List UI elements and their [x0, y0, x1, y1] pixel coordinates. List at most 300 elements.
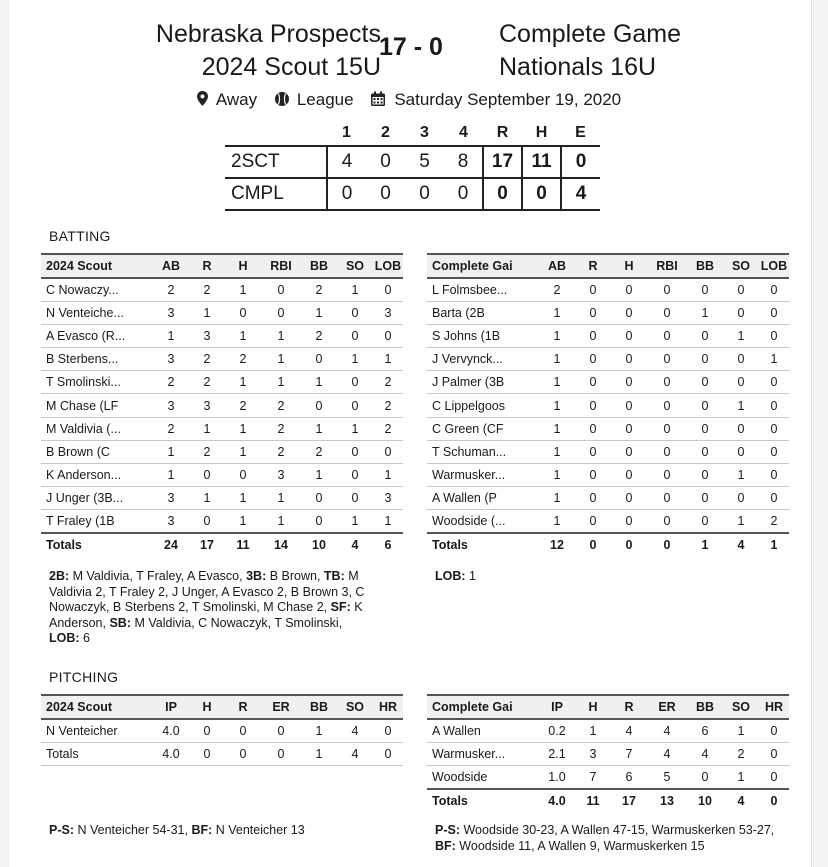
stat-cell: 3 — [261, 464, 301, 487]
stat-cell: 3 — [373, 301, 403, 324]
stat-cell: 1.0 — [539, 765, 575, 788]
column-header: R — [611, 695, 647, 719]
totals-cell: 1 — [687, 533, 723, 556]
stat-cell: 2 — [189, 278, 225, 301]
stat-cell: 0 — [611, 301, 647, 324]
stat-cell: 1 — [539, 440, 575, 463]
lob-label: LOB: — [435, 569, 466, 583]
stat-cell: 1 — [539, 510, 575, 533]
totals-label: Totals — [427, 789, 539, 812]
totals-label: Totals — [41, 533, 153, 556]
stat-cell: 7 — [611, 742, 647, 765]
stat-cell: 0 — [687, 324, 723, 347]
stat-cell: 0 — [687, 487, 723, 510]
totals-row — [427, 533, 789, 556]
totals-cell: 24 — [153, 533, 189, 556]
batters-faced-text: Woodside 11, A Wallen 9, Warmuskerken 15 — [455, 838, 705, 853]
stat-cell: 0 — [723, 301, 759, 324]
stat-cell: 0 — [575, 440, 611, 463]
doubles-label: 2B: — [49, 569, 70, 583]
stat-cell: 0 — [687, 765, 723, 788]
stat-cell: 1 — [723, 394, 759, 417]
player-name: J Unger (3B... — [41, 487, 153, 510]
stat-cell: 1 — [539, 417, 575, 440]
player-name: T Smolinski... — [41, 371, 153, 394]
totals-cell: 14 — [261, 533, 301, 556]
stat-cell: 0 — [759, 719, 789, 742]
stat-cell: 0 — [225, 301, 261, 324]
stat-cell: 1 — [301, 301, 337, 324]
stat-cell: 1 — [723, 324, 759, 347]
stat-cell: 0 — [575, 394, 611, 417]
box-score-page — [8, 0, 812, 867]
player-name: Warmusker... — [427, 464, 539, 487]
stat-cell: 0 — [647, 278, 687, 301]
player-name: K Anderson... — [41, 464, 153, 487]
stat-header-row — [427, 695, 789, 719]
stat-cell: 2 — [301, 440, 337, 463]
batters-faced-label: BF: — [191, 823, 213, 837]
stat-cell: 1 — [539, 394, 575, 417]
stat-cell: 0 — [647, 510, 687, 533]
stat-cell: 3 — [189, 324, 225, 347]
column-header: SO — [337, 254, 373, 278]
totals-cell: 4 — [723, 533, 759, 556]
stat-cell: 2 — [153, 278, 189, 301]
stat-cell: 0 — [647, 301, 687, 324]
stat-cell: 0 — [337, 440, 373, 463]
stat-header-row — [41, 695, 403, 719]
stat-cell: 2 — [225, 394, 261, 417]
table-row — [41, 301, 403, 324]
stat-cell: 0 — [611, 417, 647, 440]
stat-cell: 0 — [575, 278, 611, 301]
table-row — [427, 742, 789, 765]
column-header: ER — [261, 695, 301, 719]
stat-cell: 0 — [301, 487, 337, 510]
stat-cell: 1 — [261, 487, 301, 510]
totals-cell: 12 — [539, 533, 575, 556]
column-header: LOB — [373, 254, 403, 278]
column-header: BB — [301, 695, 337, 719]
stat-cell: 0 — [647, 440, 687, 463]
column-header: R — [225, 695, 261, 719]
table-row — [427, 394, 789, 417]
linescore-inning: 0 — [366, 178, 405, 210]
stat-cell: 0 — [647, 371, 687, 394]
table-row — [427, 278, 789, 301]
away-pitching-table — [427, 694, 789, 812]
date-info — [370, 90, 625, 109]
stat-cell: 0 — [611, 278, 647, 301]
stat-cell: 0 — [759, 464, 789, 487]
stat-cell: 0 — [687, 510, 723, 533]
column-header: Complete Gai — [427, 695, 539, 719]
stat-cell: 2 — [373, 394, 403, 417]
stat-cell: 1 — [337, 417, 373, 440]
inning-4-header: 4 — [459, 123, 468, 141]
column-header: AB — [539, 254, 575, 278]
stat-cell: 1 — [225, 510, 261, 533]
lob-label: LOB: — [49, 631, 80, 645]
stat-cell: 0 — [575, 417, 611, 440]
stat-cell: 0 — [647, 324, 687, 347]
stat-cell: 0 — [373, 742, 403, 765]
stat-cell: 1 — [539, 487, 575, 510]
stat-cell: 0 — [225, 719, 261, 742]
totals-row — [427, 789, 789, 812]
stat-cell: 0 — [373, 719, 403, 742]
stat-cell: 3 — [153, 301, 189, 324]
linescore-runs: 0 — [483, 178, 522, 210]
stat-cell: 0 — [687, 371, 723, 394]
stat-cell: 0 — [647, 464, 687, 487]
stat-cell: 1 — [539, 301, 575, 324]
stat-cell: 0 — [575, 371, 611, 394]
column-header: R — [189, 254, 225, 278]
stat-cell: 1 — [225, 371, 261, 394]
stat-cell: 0 — [723, 348, 759, 371]
totals-cell: 4.0 — [539, 789, 575, 812]
stat-cell: 1 — [301, 371, 337, 394]
player-name: Woodside (... — [427, 510, 539, 533]
linescore-team: 2SCT — [225, 146, 327, 178]
player-name: S Johns (1B — [427, 324, 539, 347]
stat-cell: 0 — [723, 278, 759, 301]
pitches-strikes-text: N Venteicher 54-31, — [74, 823, 192, 837]
stat-cell: 0 — [611, 371, 647, 394]
stat-cell: 3 — [153, 487, 189, 510]
stat-cell: 1 — [723, 464, 759, 487]
totals-row — [41, 533, 403, 556]
table-row — [41, 394, 403, 417]
table-row — [41, 348, 403, 371]
stat-cell: 1 — [759, 348, 789, 371]
away-team-line1: Complete Game — [499, 20, 682, 48]
stat-cell: 0 — [337, 464, 373, 487]
column-header: RBI — [647, 254, 687, 278]
stat-cell: 2.1 — [539, 742, 575, 765]
table-row — [427, 464, 789, 487]
table-row — [41, 371, 403, 394]
stat-cell: 1 — [261, 371, 301, 394]
stat-cell: 0 — [189, 719, 225, 742]
player-name: J Vervynck... — [427, 348, 539, 371]
runs-header: R — [496, 123, 509, 141]
totals-cell: 1 — [759, 533, 789, 556]
stat-cell: 1 — [225, 324, 261, 347]
stat-cell: 6 — [687, 719, 723, 742]
table-row — [427, 719, 789, 742]
home-pitching-table — [41, 694, 403, 766]
stat-cell: 0 — [611, 487, 647, 510]
stat-cell: 1 — [337, 510, 373, 533]
game-type-info — [274, 90, 362, 109]
date-text: Saturday September 19, 2020 — [394, 90, 622, 109]
table-row — [427, 348, 789, 371]
stat-cell: 0 — [759, 394, 789, 417]
stat-cell: 0 — [575, 301, 611, 324]
stat-cell: 0 — [611, 440, 647, 463]
linescore-errors: 0 — [561, 146, 600, 178]
stat-cell: 0 — [611, 394, 647, 417]
stat-cell: 0 — [687, 278, 723, 301]
stat-cell: 0 — [723, 417, 759, 440]
stat-cell: 0 — [373, 324, 403, 347]
doubles-text: M Valdivia, T Fraley, A Evasco, — [69, 569, 247, 583]
stat-cell: 1 — [225, 440, 261, 463]
stat-cell: 0 — [575, 348, 611, 371]
table-row — [427, 440, 789, 463]
batters-faced-label: BF: — [435, 838, 456, 853]
totals-cell: 0 — [759, 789, 789, 812]
stat-cell: 2 — [153, 417, 189, 440]
stat-cell: 0 — [301, 394, 337, 417]
linescore-errors: 4 — [561, 178, 600, 210]
stat-cell: 0 — [189, 742, 225, 765]
stat-cell: 0 — [611, 324, 647, 347]
linescore-row — [225, 178, 600, 210]
home-team-line2: 2024 Scout 15U — [201, 53, 381, 81]
column-header: LOB — [759, 254, 789, 278]
stat-cell: 1 — [189, 301, 225, 324]
stat-cell: 1 — [373, 464, 403, 487]
totals-cell: 4 — [723, 789, 759, 812]
table-row — [41, 719, 403, 742]
stat-cell: 0 — [759, 301, 789, 324]
stat-cell: 1 — [225, 417, 261, 440]
stat-cell: 2 — [301, 324, 337, 347]
stat-cell: 0 — [687, 464, 723, 487]
stat-cell: 2 — [539, 278, 575, 301]
stat-cell: 0 — [723, 371, 759, 394]
stat-cell: 0 — [301, 510, 337, 533]
calendar-icon — [370, 91, 386, 107]
stat-cell: 1 — [189, 487, 225, 510]
table-row — [41, 464, 403, 487]
stat-cell: 0 — [647, 417, 687, 440]
stat-cell: 0 — [337, 301, 373, 324]
stat-cell: 0 — [337, 394, 373, 417]
inning-1-header: 1 — [342, 123, 351, 141]
linescore-inning: 5 — [405, 146, 444, 178]
column-header: ER — [647, 695, 687, 719]
stat-cell: 0 — [373, 278, 403, 301]
linescore-runs: 17 — [483, 146, 522, 178]
stat-cell: 3 — [153, 348, 189, 371]
stat-cell: 3 — [153, 394, 189, 417]
column-header: BB — [687, 695, 723, 719]
stat-cell: 2 — [373, 371, 403, 394]
table-row — [427, 487, 789, 510]
player-name: B Brown (C — [41, 440, 153, 463]
stat-cell: 2 — [189, 440, 225, 463]
stat-cell: 0 — [575, 510, 611, 533]
player-name: M Valdivia (... — [41, 417, 153, 440]
table-row — [427, 371, 789, 394]
stat-cell: 4.0 — [153, 719, 189, 742]
player-name: Warmusker... — [427, 742, 539, 765]
linescore-inning: 0 — [405, 178, 444, 210]
location-pin-icon — [197, 91, 208, 106]
stat-cell: 0 — [723, 440, 759, 463]
totals-label: Totals — [427, 533, 539, 556]
linescore-row — [225, 146, 600, 178]
hits-header: H — [535, 123, 548, 141]
linescore-corner — [225, 120, 327, 146]
column-header: SO — [723, 695, 759, 719]
table-row — [427, 765, 789, 788]
player-name: Woodside — [427, 765, 539, 788]
column-header: Complete Gai — [427, 254, 539, 278]
stat-cell: 1 — [301, 464, 337, 487]
game-header — [9, 18, 813, 88]
stat-cell: 0 — [759, 487, 789, 510]
location-text: Away — [215, 90, 258, 109]
stat-cell: 0 — [575, 487, 611, 510]
column-header: H — [225, 254, 261, 278]
triples-text: B Brown, — [266, 569, 324, 583]
column-header: HR — [759, 695, 789, 719]
away-team-name — [499, 18, 681, 84]
totals-cell: 11 — [575, 789, 611, 812]
stat-cell: 4 — [647, 719, 687, 742]
stat-cell: 4 — [687, 742, 723, 765]
column-header: IP — [539, 695, 575, 719]
stat-cell: 1 — [539, 371, 575, 394]
stat-cell: 0.2 — [539, 719, 575, 742]
stat-cell: 2 — [225, 348, 261, 371]
stat-cell: 0 — [261, 278, 301, 301]
baseball-icon — [274, 91, 290, 107]
totals-cell: 10 — [687, 789, 723, 812]
table-row — [41, 417, 403, 440]
table-row — [427, 417, 789, 440]
stat-cell: 2 — [189, 371, 225, 394]
column-header: H — [189, 695, 225, 719]
stat-cell: 0 — [647, 348, 687, 371]
stat-cell: 0 — [261, 719, 301, 742]
triples-label: 3B: — [246, 569, 267, 583]
stat-cell: 2 — [723, 742, 759, 765]
stat-cell: 1 — [153, 440, 189, 463]
stat-cell: 0 — [759, 324, 789, 347]
stat-cell: 1 — [373, 510, 403, 533]
totals-cell: 17 — [189, 533, 225, 556]
totals-cell: 17 — [611, 789, 647, 812]
stat-cell: 0 — [225, 742, 261, 765]
stat-cell: 1 — [723, 719, 759, 742]
player-name: C Green (CF — [427, 417, 539, 440]
table-row — [41, 440, 403, 463]
stat-cell: 1 — [153, 464, 189, 487]
stat-cell: 4 — [337, 742, 373, 765]
totals-cell: 0 — [647, 533, 687, 556]
stat-cell: 0 — [611, 464, 647, 487]
player-name: C Lippelgoos — [427, 394, 539, 417]
stolen-bases-label: SB: — [109, 615, 131, 630]
column-header: IP — [153, 695, 189, 719]
stat-cell: 3 — [153, 510, 189, 533]
column-header: R — [575, 254, 611, 278]
total-bases-label: TB: — [323, 569, 345, 583]
player-name: L Folmsbee... — [427, 278, 539, 301]
stat-cell: 2 — [189, 348, 225, 371]
linescore-inning: 0 — [327, 178, 366, 210]
stat-cell: 0 — [611, 510, 647, 533]
lob-text: 6 — [79, 631, 90, 645]
stat-cell: 0 — [687, 417, 723, 440]
stat-cell: 0 — [759, 278, 789, 301]
column-header: SO — [723, 254, 759, 278]
away-pitching-notes — [435, 823, 791, 854]
stolen-bases-text: M Valdivia, C Nowaczyk, T Smolinski, — [131, 615, 343, 630]
column-header: AB — [153, 254, 189, 278]
stat-cell: 0 — [759, 440, 789, 463]
final-score: 17 - 0 — [379, 33, 443, 61]
stat-cell: 5 — [647, 765, 687, 788]
player-name: T Fraley (1B — [41, 510, 153, 533]
pitching-section-title: PITCHING — [49, 669, 119, 685]
game-meta — [9, 90, 813, 110]
totals-cell: 4 — [337, 533, 373, 556]
linescore-inning: 4 — [327, 146, 366, 178]
player-name: Barta (2B — [427, 301, 539, 324]
player-name: A Evasco (R... — [41, 324, 153, 347]
location-info — [197, 90, 266, 109]
stat-cell: 1 — [337, 278, 373, 301]
stat-cell: 0 — [575, 324, 611, 347]
stat-cell: 0 — [687, 348, 723, 371]
stat-cell: 4 — [611, 719, 647, 742]
pitches-strikes-label: P-S: — [435, 823, 460, 837]
stat-header-row — [427, 254, 789, 278]
stat-cell: 1 — [687, 301, 723, 324]
errors-header: E — [575, 123, 586, 141]
linescore-inning: 0 — [366, 146, 405, 178]
stat-cell: 4 — [647, 742, 687, 765]
totals-cell: 6 — [373, 533, 403, 556]
inning-3-header: 3 — [420, 123, 429, 141]
stat-cell: 0 — [337, 371, 373, 394]
stat-cell: 0 — [301, 348, 337, 371]
stat-cell: 7 — [575, 765, 611, 788]
stat-cell: 0 — [575, 464, 611, 487]
stat-cell: 2 — [261, 440, 301, 463]
table-row — [427, 324, 789, 347]
table-row — [41, 487, 403, 510]
stat-cell: 0 — [261, 742, 301, 765]
stat-cell: 1 — [301, 719, 337, 742]
stat-cell: 1 — [301, 742, 337, 765]
away-batting-table — [427, 253, 789, 556]
stat-cell: 2 — [759, 510, 789, 533]
stat-cell: 0 — [189, 510, 225, 533]
linescore-inning: 0 — [444, 178, 483, 210]
column-header: H — [575, 695, 611, 719]
player-name: N Venteicher — [41, 719, 153, 742]
stat-cell: 2 — [301, 278, 337, 301]
stat-cell: 0 — [647, 487, 687, 510]
stat-cell: 1 — [723, 765, 759, 788]
totals-cell: 0 — [611, 533, 647, 556]
stat-header-row — [41, 254, 403, 278]
away-batting-notes — [435, 569, 785, 585]
lob-text: 1 — [465, 569, 476, 583]
player-name: T Schuman... — [427, 440, 539, 463]
column-header: 2024 Scout — [41, 254, 153, 278]
stat-cell: 0 — [759, 765, 789, 788]
